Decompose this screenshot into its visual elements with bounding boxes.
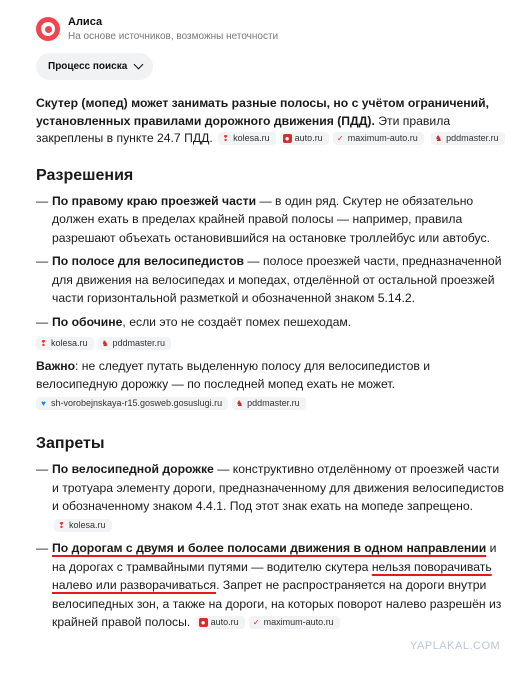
prohibitions-heading: Запреты [36, 435, 105, 452]
assistant-header [36, 14, 278, 44]
pddmaster-icon: ♞ [101, 338, 109, 348]
source-row [36, 396, 508, 410]
intro-paragraph [36, 95, 508, 148]
search-process-label: Процесс поиска [48, 61, 128, 72]
source-chip-kolesa[interactable]: ❢ kolesa.ru [218, 132, 276, 145]
checkmark-icon: ✓ [336, 134, 344, 143]
permissions-heading: Разрешения [36, 166, 134, 184]
source-chip-maximum[interactable]: ✓ maximum-auto.ru [333, 132, 424, 145]
source-chip-pddmaster[interactable]: ♞ pddmaster.ru [232, 397, 306, 410]
kolesa-icon: ❢ [40, 338, 47, 348]
pddmaster-icon: ♞ [236, 398, 244, 408]
source-chip-maximum[interactable]: ✓ maximum-auto.ru [249, 616, 340, 629]
auto-ru-icon: ● [199, 618, 208, 627]
source-chip-pddmaster[interactable]: ♞ pddmaster.ru [98, 337, 172, 350]
list-item: — По дорогам с двумя и более полосами движения в одном направлении и на дорогах с трамвайными путями — водителю скутера нельзя поворачивать налево или разворачиваться. Запрет не распространяется на дороги внутри велосипедных зон, а также на дороги, на которых поворот налево разрешён из крайней правой полосы. ● auto.ru ✓ maximum-auto.ru [36, 541, 502, 629]
source-chip-auto[interactable]: ● auto.ru [196, 616, 245, 629]
kolesa-icon: ❢ [222, 134, 229, 143]
chevron-down-icon [134, 60, 144, 70]
pddmaster-icon: ♞ [435, 134, 443, 143]
disclaimer-text: На основе источников, возможны неточности [68, 30, 279, 42]
source-chip-auto[interactable]: ● auto.ru [280, 132, 329, 145]
source-chip-gosweb[interactable]: ♥ sh-vorobejnskaya-r15.gosweb.gosuslugi.ru [36, 397, 228, 410]
source-chip-kolesa[interactable]: ❢ kolesa.ru [36, 337, 94, 350]
answer-content [36, 95, 508, 632]
search-process-button[interactable] [36, 53, 153, 80]
list-item: — По велосипедной дорожке — конструктивно отделённому от проезжей части и тротуара элементу дороги, предназначенному для движения велосипедистов и обозначенному знаком 4.4.1. Под этот знак ехать на мопеде запрещено. ❢ kolesa.ru [36, 462, 504, 530]
assistant-name: Алиса [68, 15, 103, 28]
list-item: — По правому краю проезжей части — в один ряд. Скутер не обязательно должен ехать в пределах крайней правой полосы — например, правила разрешают объехать остановившийся на остановке троллейбус или автобус. [36, 193, 490, 245]
important-note: Важно: не следует путать выделенную полосу для велосипедистов и велосипедную дорожку — по последней мопед ехать не может. [36, 359, 431, 391]
header-text [68, 16, 278, 43]
source-row [36, 336, 508, 350]
heart-shield-icon: ♥ [41, 398, 46, 408]
intro-text: Эти правила закреплены в пункте 24.7 ПДД. [36, 113, 451, 145]
source-chip-kolesa[interactable]: ❢ kolesa.ru [54, 519, 112, 532]
intro-bold: Скутер (мопед) может занимать разные полосы, но с учётом ограничений, установленных правилами дорожного движения (ПДД). [36, 96, 490, 128]
watermark: YAPLAKAL.COM [410, 640, 501, 652]
checkmark-icon: ✓ [252, 618, 260, 627]
auto-ru-icon: ● [283, 134, 292, 143]
kolesa-icon: ❢ [58, 520, 65, 530]
source-chip-pddmaster[interactable]: ♞ pddmaster.ru [431, 132, 505, 145]
list-item: — По обочине, если это не создаёт помех пешеходам. [36, 314, 352, 329]
list-item: — По полосе для велосипедистов — полосе проезжей части, предназначенной для движения на велосипедах и мопедах, отделённой от остальной проезжей части горизонтальной разметкой и обозначенной знаком 5.14.2. [36, 254, 502, 305]
alice-logo-icon [36, 17, 60, 41]
